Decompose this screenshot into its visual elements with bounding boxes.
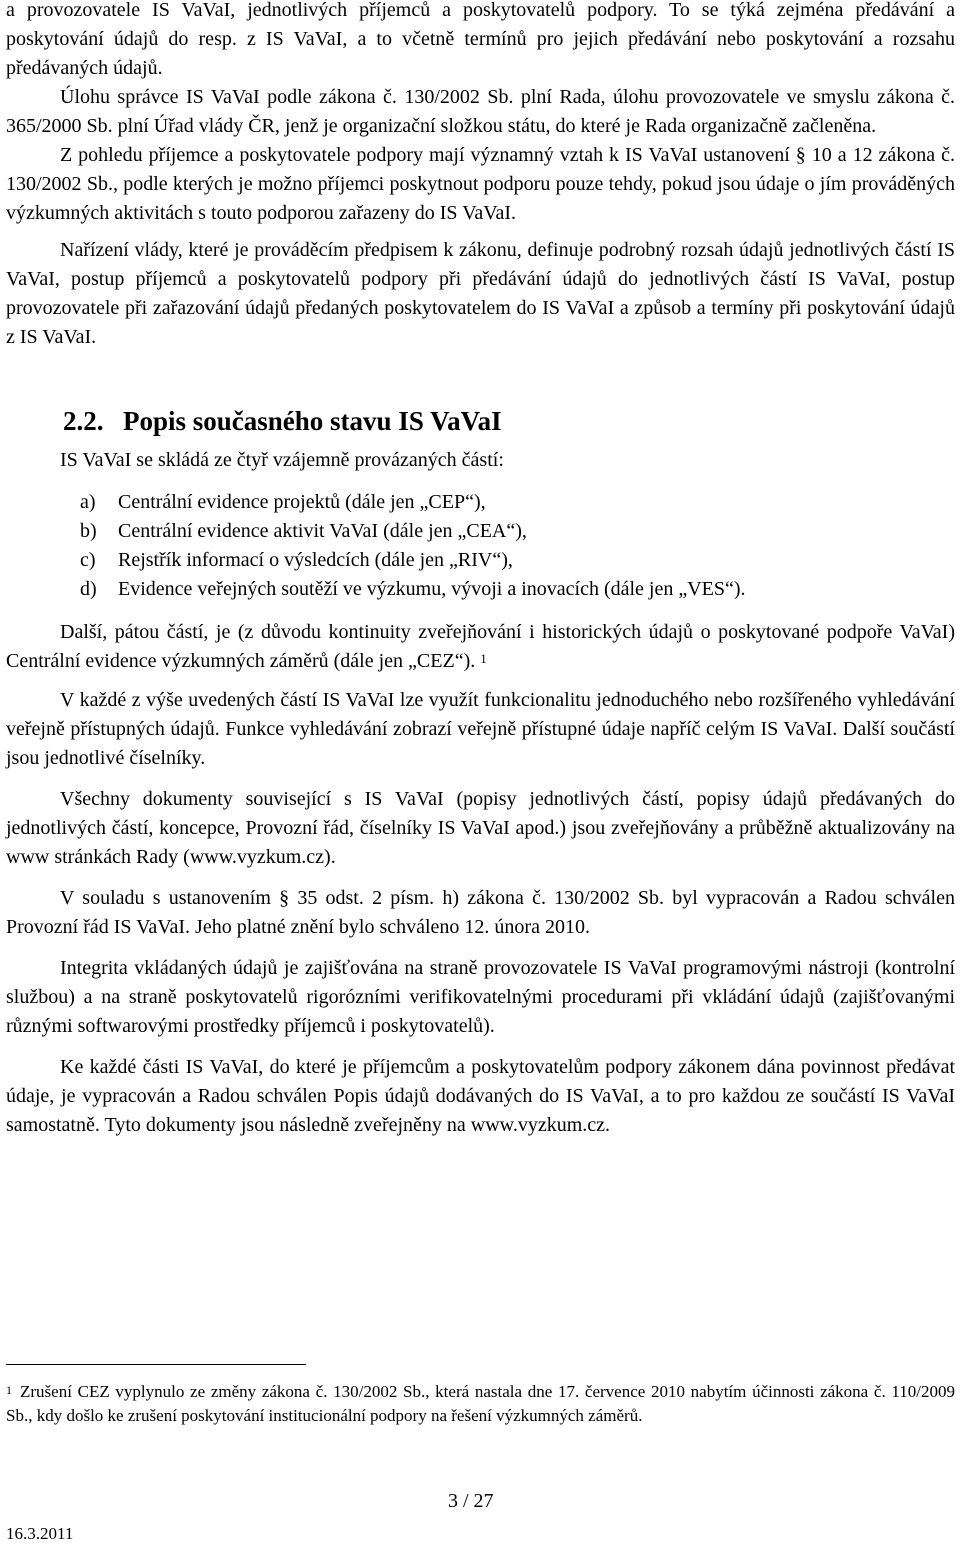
list-marker: c) bbox=[80, 549, 96, 571]
paragraph: Nařízení vlády, které je prováděcím předpisem k zákonu, definuje podrobný rozsah údajů jednotlivých částí IS VaVaI, postup příjemců a poskytovatelů podpory při předávání údajů do jednotlivých částí IS VaVaI, postup provozovatele při zařazování údajů předaných poskytovatelem do IS VaVaI a způsob a termíny při poskytování údajů z IS VaVaI. bbox=[6, 239, 955, 348]
paragraph: Integrita vkládaných údajů je zajišťována na straně provozovatele IS VaVaI programovými nástroji (kontrolní službou) a na straně poskytovatelů rigorózními verifikovatelnými procedurami při vkládání údajů (zajišťovanými různými softwarovými prostředky příjemců i poskytovatelů). bbox=[6, 957, 955, 1037]
paragraph: IS VaVaI se skládá ze čtyř vzájemně provázaných částí: bbox=[60, 449, 504, 471]
list-item-text: Evidence veřejných soutěží ve výzkumu, vývoji a inovacích (dále jen „VES“). bbox=[118, 578, 746, 600]
page-number: 3 / 27 bbox=[448, 1490, 494, 1512]
list-item-text: Rejstřík informací o výsledcích (dále jen „RIV“), bbox=[118, 549, 513, 571]
list-item bbox=[6, 517, 955, 546]
document-page bbox=[6, 0, 955, 1140]
list-item bbox=[6, 575, 955, 604]
footer-date: 16.3.2011 bbox=[6, 1524, 74, 1543]
footnote bbox=[6, 1380, 955, 1428]
section-number: 2.2. bbox=[63, 406, 104, 436]
paragraph: Všechny dokumenty související s IS VaVaI (popisy jednotlivých částí, popisy údajů předávaných do jednotlivých částí, koncepce, Provozní řád, číselníky IS VaVaI apod.) jsou zveřejňovány a průběžně aktualizovány na www stránkách Rady (www.vyzkum.cz). bbox=[6, 788, 955, 868]
footnote-separator bbox=[6, 1364, 306, 1365]
section-heading bbox=[6, 404, 955, 438]
parts-list bbox=[6, 488, 955, 604]
paragraph: Úlohu správce IS VaVaI podle zákona č. 130/2002 Sb. plní Rada, úlohu provozovatele ve smyslu zákona č. 365/2000 Sb. plní Úřad vlády ČR, jenž je organizační složkou státu, do které je Rada organizačně začleněna. bbox=[6, 86, 955, 137]
section-title: Popis současného stavu IS VaVaI bbox=[123, 406, 502, 436]
paragraph: Ke každé části IS VaVaI, do které je příjemcům a poskytovatelům podpory zákonem dána povinnost předávat údaje, je vypracován a Radou schválen Popis údajů dodávaných do IS VaVaI, a to pro každou ze součástí IS VaVaI samostatně. Tyto dokumenty jsou následně zveřejněny na www.vyzkum.cz. bbox=[6, 1056, 955, 1136]
list-marker: d) bbox=[80, 578, 97, 600]
footnote-number: 1 bbox=[6, 1383, 12, 1397]
footnote-reference[interactable]: 1 bbox=[480, 651, 487, 666]
paragraph-text: Další, pátou částí, je (z důvodu kontinuity zveřejňování i historických údajů o poskytované podpoře VaVaI) Centrální evidence výzkumných záměrů (dále jen „CEZ“). bbox=[6, 621, 955, 672]
footnote-text: Zrušení CEZ vyplynulo ze změny zákona č. 130/2002 Sb., která nastala dne 17. července 2010 nabytím účinnosti zákona č. 110/2009 Sb., kdy došlo ke zrušení poskytování institucionální podpory na řešení výzkumných záměrů. bbox=[6, 1382, 955, 1425]
list-marker: a) bbox=[80, 491, 96, 513]
paragraph bbox=[6, 618, 955, 676]
paragraph: Z pohledu příjemce a poskytovatele podpory mají významný vztah k IS VaVaI ustanovení § 10 a 12 zákona č. 130/2002 Sb., podle kterých je možno příjemci poskytnout podporu pouze tehdy, pokud jsou údaje o jím prováděných výzkumných aktivitách s touto podporou zařazeny do IS VaVaI. bbox=[6, 144, 955, 224]
paragraph: V každé z výše uvedených částí IS VaVaI lze využít funkcionalitu jednoduchého nebo rozšířeného vyhledávání veřejně přístupných údajů. Funkce vyhledávání zobrazí veřejně přístupné údaje napříč celým IS VaVaI. Další součástí jsou jednotlivé číselníky. bbox=[6, 689, 955, 769]
paragraph: V souladu s ustanovením § 35 odst. 2 písm. h) zákona č. 130/2002 Sb. byl vypracován a Radou schválen Provozní řád IS VaVaI. Jeho platné znění bylo schváleno 12. února 2010. bbox=[6, 887, 955, 938]
list-item bbox=[6, 488, 955, 517]
list-marker: b) bbox=[80, 520, 97, 542]
list-item-text: Centrální evidence projektů (dále jen „CEP“), bbox=[118, 491, 486, 513]
paragraph: a provozovatele IS VaVaI, jednotlivých příjemců a poskytovatelů podpory. To se týká zejména předávání a poskytování údajů do resp. z IS VaVaI, a to včetně termínů pro jejich předávání nebo poskytování a rozsahu předávaných údajů. bbox=[6, 0, 955, 79]
list-item bbox=[6, 546, 955, 575]
list-item-text: Centrální evidence aktivit VaVaI (dále jen „CEA“), bbox=[118, 520, 527, 542]
